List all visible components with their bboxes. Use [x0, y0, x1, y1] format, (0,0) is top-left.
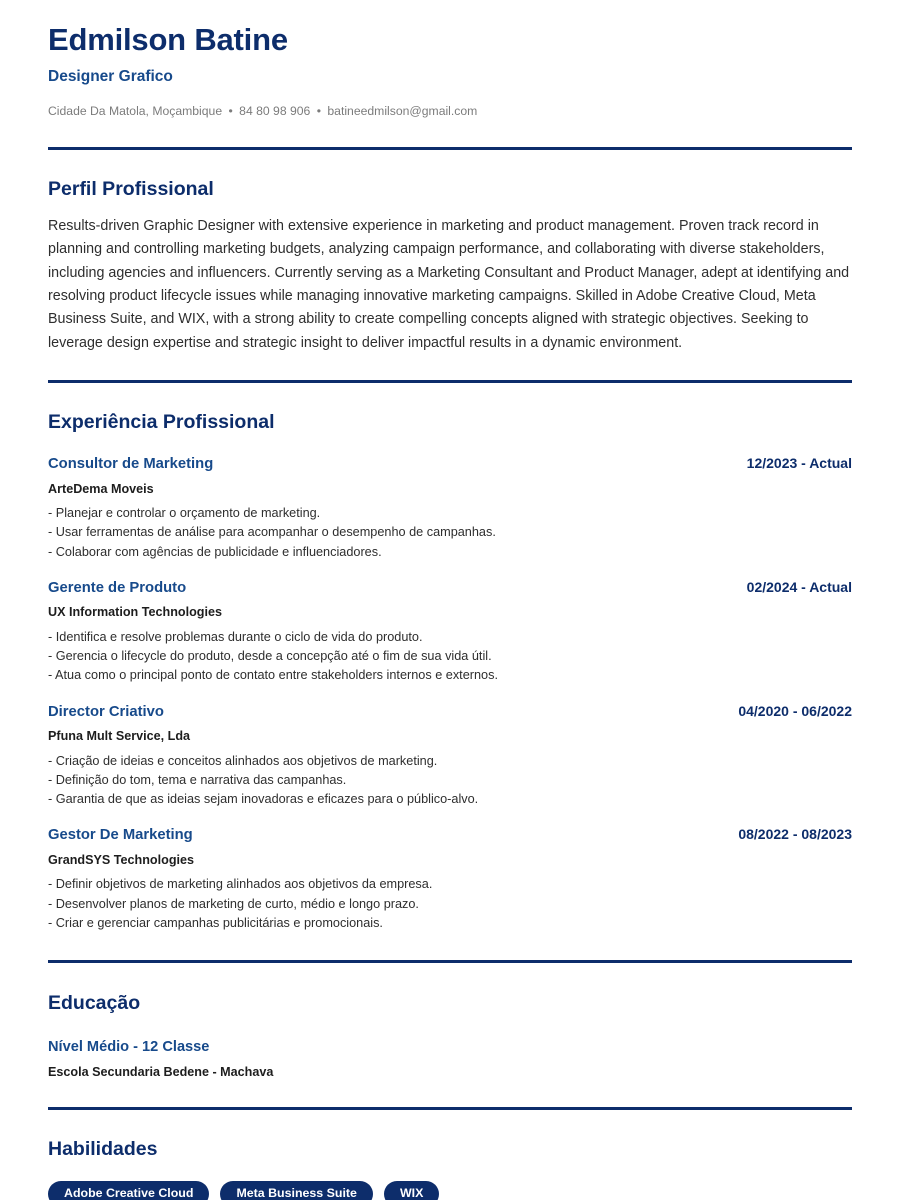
experience-bullet: - Criação de ideias e conceitos alinhados aos objetivos de marketing. — [48, 753, 438, 768]
skill-pill: WIX — [384, 1181, 439, 1200]
profile-summary-text: Results-driven Graphic Designer with extensive experience in marketing and product management. Proven track record in planning and controlling marketing budgets, analyzing campaign performance, and collaborating with diverse stakeholders, including agencies and influencers. Currently serving as a Marketing Consultant and Product Manager, adept at identifying and resolving product lifecycle issues while managing innovative marketing campaigns. Skilled in Adobe Creative Cloud, Meta Business Suite, and WIX, with a strong ability to create compelling concepts aligned with strategic objectives. Seeking to leverage design expertise and strategic insight to deliver impactful results in a dynamic environment. — [48, 218, 850, 351]
experience-dates: 08/2022 - 08/2023 — [738, 826, 852, 843]
experience-bullet: - Garantia de que as ideias sejam inovadoras e eficazes para o público-alvo. — [48, 792, 479, 807]
experience-company: Pfuna Mult Service, Lda — [48, 729, 191, 744]
resume-header — [48, 0, 852, 120]
contact-separator-2: • — [316, 104, 322, 119]
experience-company: ArteDema Moveis — [48, 481, 154, 496]
experience-bullets — [48, 752, 852, 810]
section-title-skills: Habilidades — [48, 1138, 158, 1161]
contact-location: Cidade Da Matola, Moçambique — [48, 104, 223, 119]
education-item — [48, 1038, 852, 1081]
experience-dates: 04/2020 - 06/2022 — [738, 702, 852, 719]
experience-company: GrandSYS Technologies — [48, 852, 195, 867]
contact-email[interactable]: batineedmilson@gmail.com — [327, 104, 478, 119]
education-list — [48, 1038, 852, 1081]
experience-bullet: - Atua como o principal ponto de contato entre stakeholders internos e externos. — [48, 668, 498, 683]
education-degree: Nível Médio - 12 Classe — [48, 1038, 210, 1055]
experience-role: Consultor de Marketing — [48, 456, 214, 473]
experience-item — [48, 703, 852, 810]
experience-item — [48, 455, 852, 562]
experience-item-header — [48, 826, 852, 844]
section-profile — [48, 150, 852, 355]
experience-item — [48, 826, 852, 933]
contact-line — [48, 103, 852, 119]
section-title-profile: Perfil Profissional — [48, 177, 214, 200]
experience-bullet: - Desenvolver planos de marketing de curto, médio e longo prazo. — [48, 896, 419, 911]
experience-item-header — [48, 579, 852, 597]
experience-bullet: - Colaborar com agências de publicidade e influenciadores. — [48, 544, 382, 559]
experience-bullet: - Definição do tom, tema e narrativa das campanhas. — [48, 772, 347, 787]
experience-bullets — [48, 504, 852, 562]
experience-bullet: - Planejar e controlar o orçamento de marketing. — [48, 506, 321, 521]
section-experience — [48, 383, 852, 933]
skill-pill: Adobe Creative Cloud — [48, 1181, 209, 1200]
experience-bullet: - Usar ferramentas de análise para acompanhar o desempenho de campanhas. — [48, 525, 496, 540]
experience-company: UX Information Technologies — [48, 605, 222, 620]
contact-separator-1: • — [228, 104, 233, 119]
experience-role: Director Criativo — [48, 703, 164, 720]
section-skills — [48, 1110, 852, 1200]
experience-bullets — [48, 628, 852, 686]
section-title-experience: Experiência Profissional — [48, 410, 275, 433]
skill-pill-list — [48, 1181, 852, 1200]
candidate-name: Edmilson Batine — [48, 22, 288, 57]
experience-bullet: - Definir objetivos de marketing alinhados aos objetivos da empresa. — [48, 877, 433, 892]
experience-dates: 12/2023 - Actual — [746, 455, 852, 472]
experience-bullet: - Gerencia o lifecycle do produto, desde a concepção até o fim de sua vida útil. — [48, 649, 492, 664]
experience-bullet: - Criar e gerenciar campanhas publicitárias e promocionais. — [48, 915, 383, 930]
experience-role: Gerente de Produto — [48, 579, 187, 596]
section-education — [48, 963, 852, 1080]
section-title-education: Educação — [48, 992, 141, 1015]
experience-item-header — [48, 703, 852, 721]
contact-phone[interactable]: 84 80 98 906 — [239, 104, 311, 119]
experience-bullets — [48, 875, 852, 933]
skill-pill: Meta Business Suite — [220, 1181, 373, 1200]
experience-dates: 02/2024 - Actual — [746, 578, 852, 595]
education-school: Escola Secundaria Bedene - Machava — [48, 1064, 274, 1079]
experience-role: Gestor De Marketing — [48, 827, 193, 844]
experience-item — [48, 579, 852, 686]
candidate-job-title: Designer Grafico — [48, 67, 173, 85]
experience-bullet: - Identifica e resolve problemas durante o ciclo de vida do produto. — [48, 629, 423, 644]
experience-list — [48, 455, 852, 933]
experience-item-header — [48, 455, 852, 473]
